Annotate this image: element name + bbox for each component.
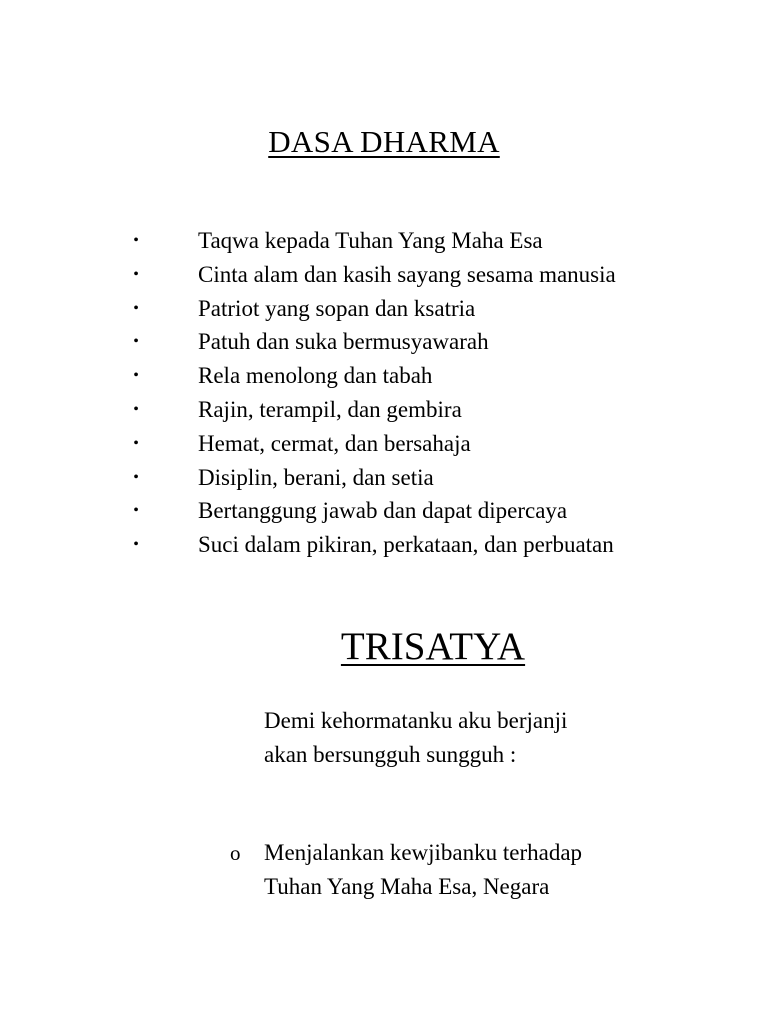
bullet-icon: • <box>133 536 139 554</box>
list-item-text: Patriot yang sopan dan ksatria <box>198 295 476 321</box>
list-item <box>0 836 768 904</box>
bullet-icon: • <box>133 502 139 520</box>
list-item <box>0 325 768 359</box>
bullet-icon: • <box>133 333 139 351</box>
dasa-dharma-title: DASA DHARMA <box>268 124 500 159</box>
oath-line: Menjalankan kewjibanku terhadap <box>264 840 583 865</box>
bullet-icon: • <box>133 400 139 418</box>
list-item <box>0 224 768 258</box>
oath-line: Tuhan Yang Maha Esa, Negara <box>264 874 550 899</box>
list-item-text: Bertanggung jawab dan dapat dipercaya <box>198 498 568 524</box>
bullet-icon: • <box>133 434 139 452</box>
bullet-icon: • <box>133 299 139 317</box>
list-item <box>0 393 768 427</box>
list-item-text: Patuh dan suka bermusyawarah <box>198 329 489 355</box>
trisatya-title: TRISATYA <box>340 625 526 668</box>
trisatya-oath-list <box>0 836 768 904</box>
list-item <box>0 528 768 562</box>
list-item <box>0 427 768 461</box>
intro-line: Demi kehormatanku aku berjanji <box>264 708 568 733</box>
list-item-text: Hemat, cermat, dan bersahaja <box>198 430 471 456</box>
bullet-icon: • <box>133 232 139 249</box>
list-item <box>0 292 768 326</box>
circle-bullet-icon: o <box>230 841 241 865</box>
list-item <box>0 359 768 393</box>
dasa-dharma-list <box>0 224 768 562</box>
trisatya-intro <box>264 704 664 772</box>
list-item-text: Rela menolong dan tabah <box>198 363 433 389</box>
list-item <box>0 258 768 292</box>
bullet-icon: • <box>133 468 139 486</box>
bullet-icon: • <box>133 265 139 283</box>
intro-line: akan bersungguh sungguh : <box>264 742 517 767</box>
list-item <box>0 461 768 495</box>
oath-item-text <box>264 836 664 904</box>
list-item-text: Cinta alam dan kasih sayang sesama manusia <box>198 261 616 287</box>
list-item-text: Taqwa kepada Tuhan Yang Maha Esa <box>198 228 543 253</box>
list-item-text: Suci dalam pikiran, perkataan, dan perbuatan <box>198 532 614 558</box>
bullet-icon: • <box>133 367 139 385</box>
list-item <box>0 494 768 528</box>
list-item-text: Rajin, terampil, dan gembira <box>198 396 462 422</box>
list-item-text: Disiplin, berani, dan setia <box>198 464 434 490</box>
